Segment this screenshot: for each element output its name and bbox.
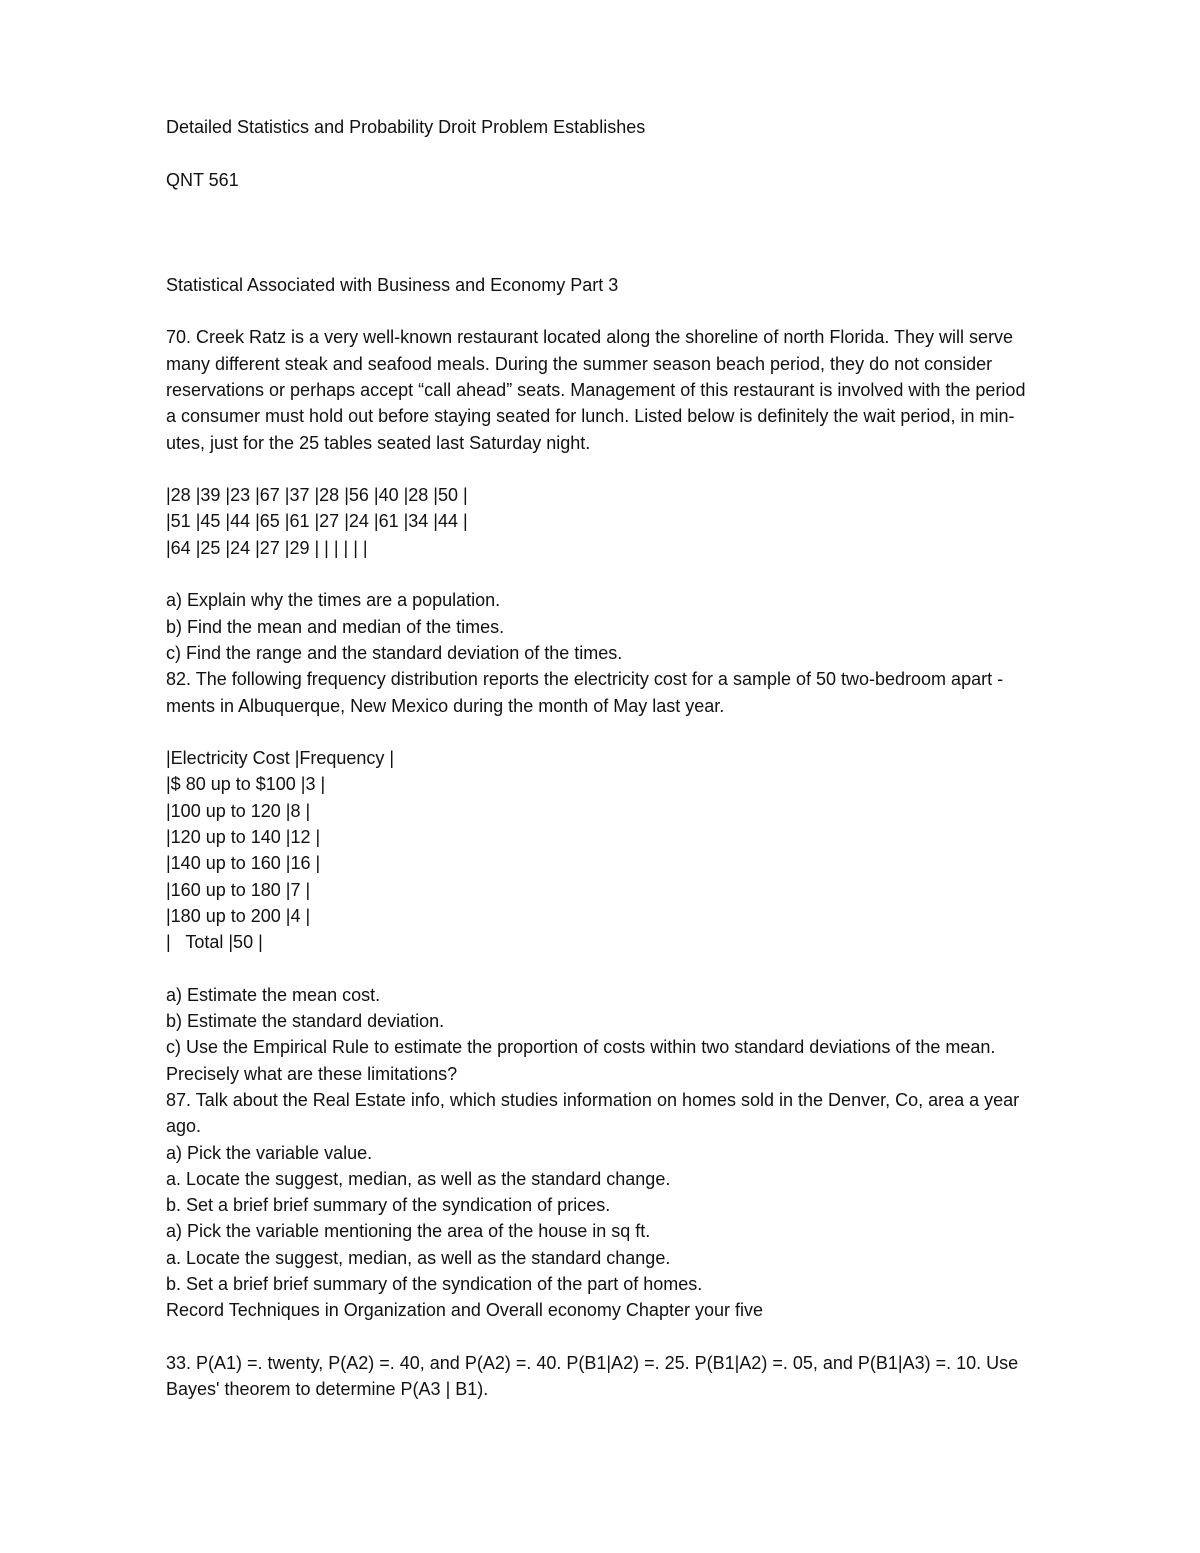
table-row: |180 up to 200 |4 | [166,905,311,926]
question-part: a. Locate the suggest, median, as well as the standard change. [166,1247,671,1268]
paragraph-line: 33. P(A1) =. twenty, P(A2) =. 40, and P(A2) =. 40. P(B1|A2) =. 25. P(B1|A2) =. 05, and P(B1|A3) =. 10. Use [166,1352,1019,1373]
paragraph-line: reservations or perhaps accept “call ahead” seats. Management of this restaurant is involved with the period [166,379,1026,400]
question-part: b) Estimate the standard deviation. [166,1011,445,1032]
question-part: Precisely what are these limitations? [166,1063,458,1084]
table-row: | Total |50 | [166,932,263,953]
section-heading: Statistical Associated with Business and Economy Part 3 [166,274,619,295]
question-part: a. Locate the suggest, median, as well as the standard change. [166,1168,671,1189]
paragraph-line: many different steak and seafood meals. During the summer season beach period, they do not consider [166,353,993,374]
paragraph-line: utes, just for the 25 tables seated last Saturday night. [166,432,591,453]
question-part: b) Find the mean and median of the times. [166,616,505,637]
wait-times-table [166,482,1126,561]
table-row: |120 up to 140 |12 | [166,827,321,848]
table-row: |$ 80 up to $100 |3 | [166,774,326,795]
paragraph-line: a consumer must hold out before staying seated for lunch. Listed below is definitely the wait period, in min- [166,406,1015,427]
paragraph-line: ago. [166,1116,202,1137]
document-title: Detailed Statistics and Probability Droit Problem Establishes [166,117,646,137]
question-87 [166,1087,1126,1324]
table-row: |64 |25 |24 |27 |29 | | | | | | [166,537,368,558]
paragraph-line: Bayes' theorem to determine P(A3 | B1). [166,1379,489,1400]
document-body [166,114,1126,1403]
frequency-table [166,745,1126,955]
question-part: c) Find the range and the standard deviation of the times. [166,642,623,663]
paragraph-line: 87. Talk about the Real Estate info, which studies information on homes sold in the Denver, Co, area a year [166,1089,1020,1110]
table-row: |160 up to 180 |7 | [166,879,311,900]
question-part: a) Explain why the times are a population. [166,590,501,611]
paragraph-line: ments in Albuquerque, New Mexico during the month of May last year. [166,695,725,716]
table-row: |140 up to 160 |16 | [166,853,321,874]
question-part: c) Use the Empirical Rule to estimate the proportion of costs within two standard deviations of the mean. [166,1037,996,1058]
table-row: |51 |45 |44 |65 |61 |27 |24 |61 |34 |44 | [166,511,468,532]
table-row: |Electricity Cost |Frequency | [166,748,395,769]
table-row: |28 |39 |23 |67 |37 |28 |56 |40 |28 |50 | [166,485,468,506]
question-70 [166,324,1126,666]
paragraph-line: 82. The following frequency distribution reports the electricity cost for a sample of 50 two-bedroom apart - [166,669,1004,690]
question-part: b. Set a brief brief summary of the syndication of the part of homes. [166,1274,703,1295]
paragraph-line: 70. Creek Ratz is a very well-known restaurant located along the shoreline of north Florida. They will serve [166,327,1014,348]
question-part: b. Set a brief brief summary of the syndication of prices. [166,1195,611,1216]
table-row: |100 up to 120 |8 | [166,800,311,821]
question-part: a) Pick the variable mentioning the area of the house in sq ft. [166,1221,651,1242]
question-part: a) Pick the variable value. [166,1142,373,1163]
chapter-heading: Record Techniques in Organization and Overall economy Chapter your five [166,1300,763,1321]
question-33 [166,1350,1126,1403]
question-part: a) Estimate the mean cost. [166,984,381,1005]
question-82 [166,666,1126,1087]
course-code: QNT 561 [166,169,239,190]
